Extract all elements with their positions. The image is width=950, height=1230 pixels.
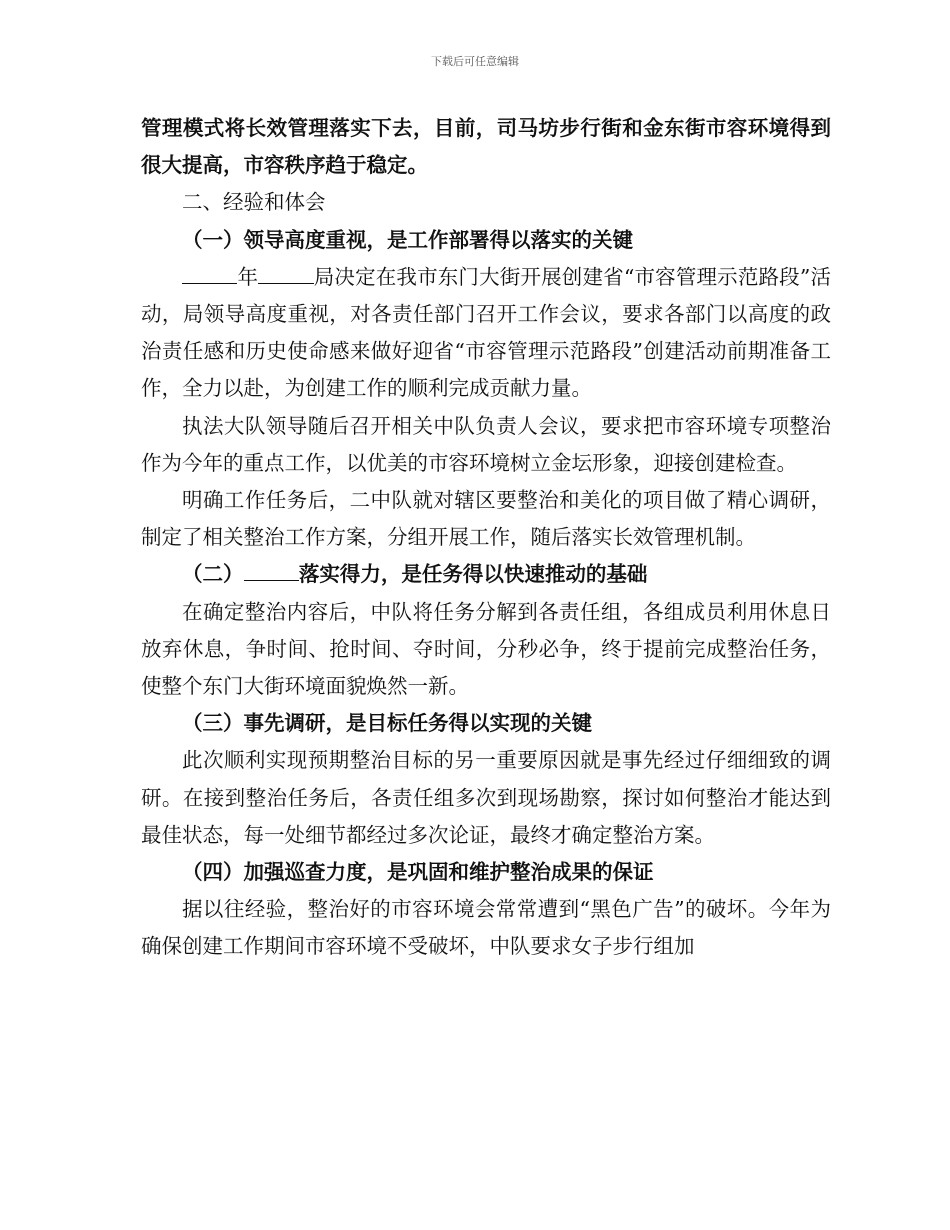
paragraph-implementation: 在确定整治内容后，中队将任务分解到各责任组，各组成员利用休息日放弃休息，争时间、抢时间、夺时间，分秒必争，终于提前完成整治任务，使整个东门大街环境面貌焕然一新。 <box>141 599 831 699</box>
paragraph-leadership <box>141 259 831 408</box>
subsection-heading-4: （四）加强巡查力度，是巩固和维护整治成果的保证 <box>182 860 654 885</box>
year-label: 年 <box>237 264 259 289</box>
subsection-heading-2-prefix: （二） <box>182 562 244 587</box>
paragraph-leadership-text: 局决定在我市东门大街开展创建省“市容管理示范路段”活动，局领导高度重视，对各责任部门召开工作会议，要求各部门以高度的政治责任感和历史使命感来做好迎省“市容管理示范路段”创建活动前期准备工作，全力以赴，为创建工作的顺利完成贡献力量。 <box>141 264 832 401</box>
paragraph-patrol: 据以往经验，整治好的市容环境会常常遭到“黑色广告”的破坏。今年为确保创建工作期间市容环境不受破坏，中队要求女子步行组加 <box>141 897 831 959</box>
document-body <box>141 110 831 966</box>
blank-line <box>182 264 237 283</box>
paragraph-continued: 管理模式将长效管理落实下去，目前，司马坊步行街和金东街市容环境得到很大提高，市容秩序趋于稳定。 <box>141 116 831 178</box>
blank-line <box>258 264 313 283</box>
page-header: 下载后可任意编辑 <box>431 55 519 68</box>
paragraph-task: 明确工作任务后，二中队就对辖区要整治和美化的项目做了精心调研，制定了相关整治工作方案，分组开展工作，随后落实长效管理机制。 <box>141 488 831 550</box>
subsection-heading-2-text: 落实得力，是任务得以快速推动的基础 <box>298 562 648 587</box>
paragraph-research: 此次顺利实现预期整治目标的另一重要原因就是事先经过仔细细致的调研。在接到整治任务后，各责任组多次到现场勘察，探讨如何整治才能达到最佳状态，每一处细节都经过多次论证，最终才确定整治方案。 <box>141 748 831 847</box>
paragraph-brigade: 执法大队领导随后召开相关中队负责人会议，要求把市容环境专项整治作为今年的重点工作，以优美的市容环境树立金坛形象，迎接创建检查。 <box>141 413 831 475</box>
blank-line <box>244 562 299 581</box>
subsection-heading-2 <box>141 556 831 593</box>
subsection-heading-3: （三）事先调研，是目标任务得以实现的关键 <box>182 711 592 736</box>
subsection-heading-1: （一）领导高度重视，是工作部署得以落实的关键 <box>182 227 633 252</box>
section-heading: 二、经验和体会 <box>182 190 326 215</box>
